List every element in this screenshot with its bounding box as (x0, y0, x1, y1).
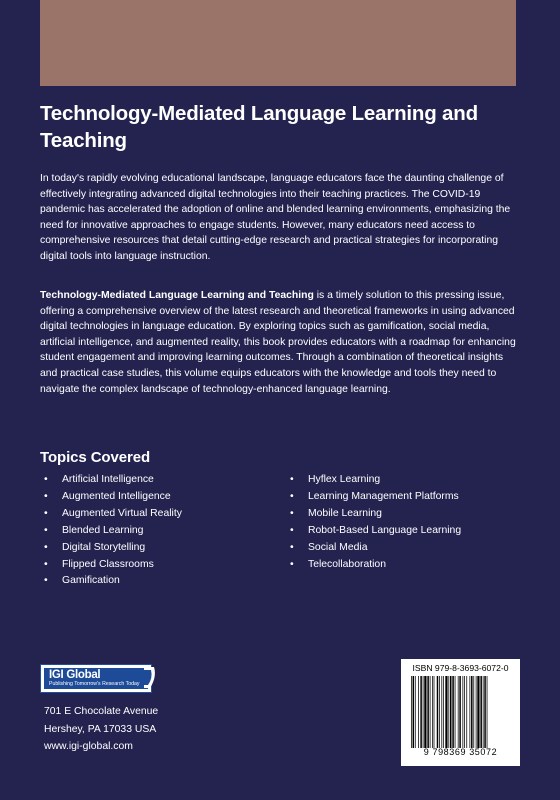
topic-item: • Augmented Virtual Reality (44, 506, 182, 523)
barcode-digits: 9 798369 35072 (423, 747, 498, 757)
topic-item: • Artificial Intelligence (44, 472, 182, 489)
topic-item: • Social Media (290, 540, 461, 557)
description-paragraph-2 (40, 288, 523, 397)
description-title-bold: Technology-Mediated Language Learning and Teaching (40, 290, 314, 301)
description-paragraph-2-text: is a timely solution to this pressing issue, offering a comprehensive overview of the latest research and theoretical frameworks in using advanced digital technologies in language education. By exploring topics such as gamification, social media, artificial intelligence, and augmented reality, this book provides educators with a roadmap for enhancing student engagement and improving learning outcomes. Through a combination of theoretical insights and practical case studies, this volume equips educators with the knowledge and tools they need to navigate the complex landscape of technology-enhanced language learning. (40, 290, 516, 395)
topic-item: • Robot-Based Language Learning (290, 523, 461, 540)
topic-item: • Blended Learning (44, 523, 182, 540)
topic-item: • Telecollaboration (290, 557, 461, 574)
topic-item: • Gamification (44, 573, 182, 590)
topic-item: • Hyflex Learning (290, 472, 461, 489)
topic-item: • Flipped Classrooms (44, 557, 182, 574)
address-city: Hershey, PA 17033 USA (44, 723, 157, 735)
logo-frame (40, 664, 152, 693)
topic-item: • Mobile Learning (290, 506, 461, 523)
topics-list-left (44, 472, 182, 590)
logo-swoosh-icon (144, 666, 158, 689)
publisher-address (44, 703, 158, 756)
topic-item: • Learning Management Platforms (290, 489, 461, 506)
topic-item: • Augmented Intelligence (44, 489, 182, 506)
book-title: Technology-Mediated Language Learning and Teaching (40, 102, 478, 152)
logo-tagline: Publishing Tomorrow's Research Today (49, 681, 140, 687)
publisher-website: www.igi-global.com (44, 741, 133, 752)
barcode-box (401, 659, 520, 766)
isbn-label: ISBN 979-8-3693-6072-0 (412, 663, 509, 673)
description-paragraph-1: In today's rapidly evolving educational landscape, language educators face the daunting challenge of effectively integrating advanced digital technologies into their teaching practices. The COVID-19 pandemic has accelerated the adoption of online and blended learning environments, emphasizing the need for innovative approaches to engage students. However, many educators need access to comprehensive resources that detail cutting-edge research and practical strategies for incorporating digital tools into language instruction. (40, 173, 511, 262)
logo-name: IGI Global (49, 669, 101, 681)
cover-photo-band (40, 0, 516, 86)
topics-list-right (290, 472, 461, 573)
topics-heading: Topics Covered (40, 449, 151, 466)
address-street: 701 E Chocolate Avenue (44, 706, 159, 717)
logo-panel (44, 668, 148, 689)
publisher-logo (40, 664, 158, 694)
barcode-icon (409, 676, 513, 748)
topic-item: • Digital Storytelling (44, 540, 182, 557)
